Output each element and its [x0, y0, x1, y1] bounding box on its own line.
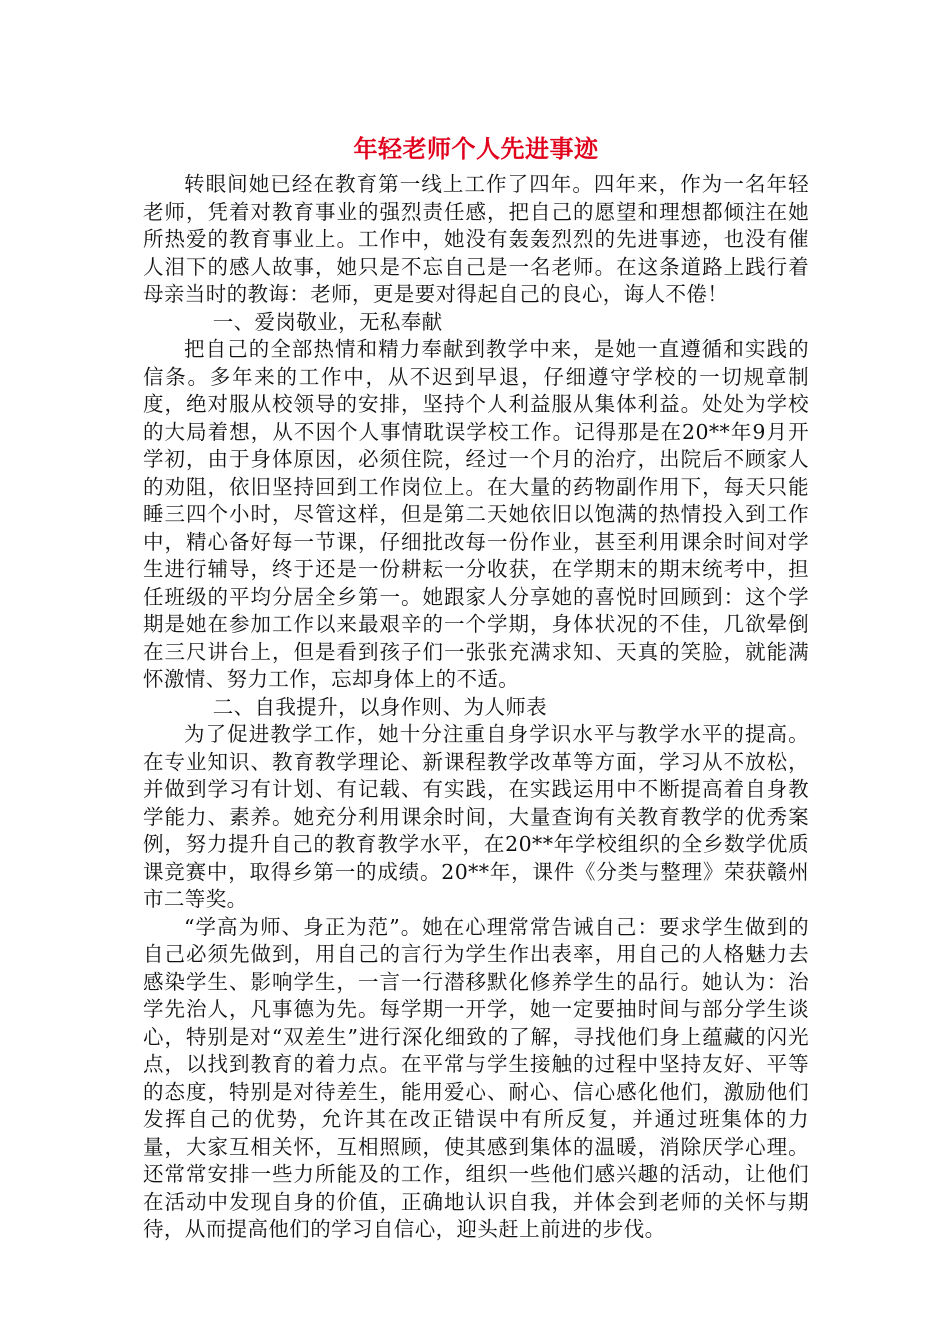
section-2-paragraph-1: 为了促进教学工作，她十分注重自身学识水平与教学水平的提高。在专业知识、教育教学理论、新课程教学改革等方面，学习从不放松，并做到学习有计划、有记载、有实践，在实践运用中不断提高着自身教学能力、素养。她充分利用课余时间，大量查询有关教育教学的优秀案例，努力提升自己的教育教学水平，在20**年学校组织的全乡数学优质课竞赛中，取得乡第一的成绩。20**年，课件《分类与整理》荣获赣州市二等奖。: [143, 722, 809, 911]
section-2-paragraph-2: “学高为师、身正为范”。她在心理常常告诫自己：要求学生做到的自己必须先做到，用自己的言行为学生作出表率，用自己的人格魅力去感染学生、影响学生，一言一行潜移默化修养学生的品行。她认为：治学先治人，凡事德为先。每学期一开学，她一定要抽时间与部分学生谈心，特别是对“双差生”进行深化细致的了解，寻找他们身上蕴藏的闪光点，以找到教育的着力点。在平常与学生接触的过程中坚持友好、平等的态度，特别是对待差生，能用爱心、耐心、信心感化他们，激励他们发挥自己的优势，允许其在改正错误中有所反复，并通过班集体的力量，大家互相关怀，互相照顾，使其感到集体的温暖，消除厌学心理。还常常安排一些力所能及的工作，组织一些他们感兴趣的活动，让他们在活动中发现自身的价值，正确地认识自我，并体会到老师的关怀与期待，从而提高他们的学习自信心，迎头赶上前进的步伐。: [143, 914, 809, 1241]
document-title: 年轻老师个人先进事迹: [353, 134, 599, 163]
section-1-heading: 一、爱岗敬业，无私奉献: [212, 309, 443, 334]
section-2-heading: 二、自我提升，以身作则、为人师表: [212, 694, 548, 719]
section-1-paragraph: 把自己的全部热情和精力奉献到教学中来，是她一直遵循和实践的信条。多年来的工作中，从不迟到早退，仔细遵守学校的一切规章制度，绝对服从校领导的安排，坚持个人利益服从集体利益。处处为学校的大局着想，从不因个人事情耽误学校工作。记得那是在20**年9月开学初，由于身体原因，必须住院，经过一个月的治疗，出院后不顾家人的劝阻，依旧坚持回到工作岗位上。在大量的药物副作用下，每天只能睡三四个小时，尽管这样，但是第二天她依旧以饱满的热情投入到工作中，精心备好每一节课，仔细批改每一份作业，甚至利用课余时间对学生进行辅导，终于还是一份耕耘一分收获，在学期末的期末统考中，担任班级的平均分居全乡第一。她跟家人分享她的喜悦时回顾到：这个学期是她在参加工作以来最艰辛的一个学期，身体状况的不佳，几欲晕倒在三尺讲台上，但是看到孩子们一张张充满求知、天真的笑脸，就能满怀激情、努力工作，忘却身体上的不适。: [143, 337, 809, 691]
intro-paragraph: 转眼间她已经在教育第一线上工作了四年。四年来，作为一名年轻老师，凭着对教育事业的强烈责任感，把自己的愿望和理想都倾注在她所热爱的教育事业上。工作中，她没有轰轰烈烈的先进事迹，也没有催人泪下的感人故事，她只是不忘自己是一名老师。在这条道路上践行着母亲当时的教诲：老师，更是要对得起自己的良心，诲人不倦！: [143, 172, 809, 306]
document-body: [143, 131, 809, 1244]
